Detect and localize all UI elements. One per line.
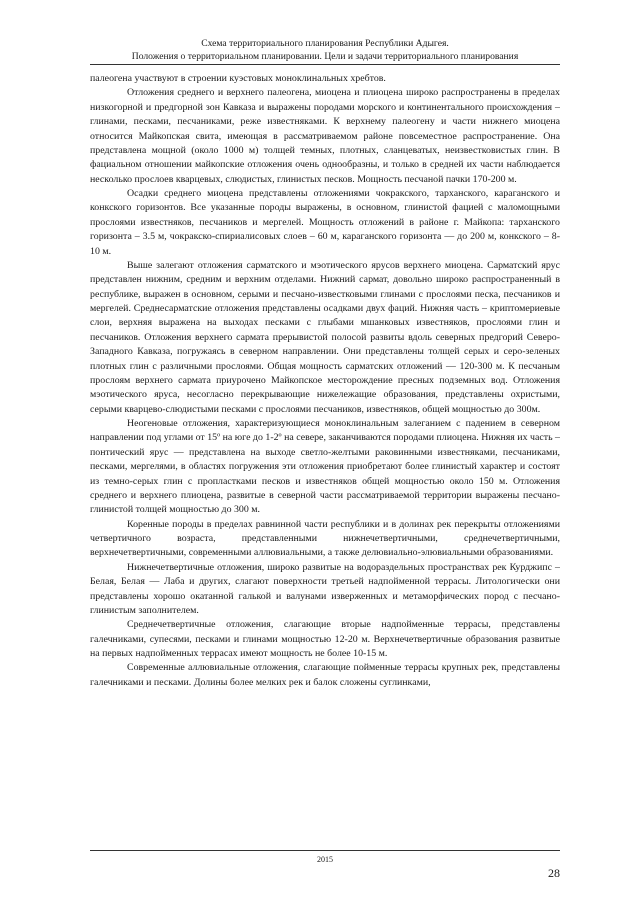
paragraph: Неогеновые отложения, характеризующиеся моноклинальным залеганием с падением в северном направлении под углами от 15º на юге до 1-2º на севере, заканчиваются породами плиоцена. Нижняя их часть – понтический ярус — представлена на выходе светло-желтыми раковинными известняками, песчаниками, песками, мергелями, в областях погружения эти отложения приобретают более глинистый характер и состоят из темно-серых глин с пропластками песков и известняков общей мощностью около 150 м. Отложения среднего и верхнего плиоцена, развитые в северной части рассматриваемой территории выражены песчано-глинистой толщей мощностью до 300 м. (90, 418, 560, 516)
paragraph: Среднечетвертичные отложения, слагающие вторые надпойменные террасы, представлены галечниками, супесями, песками и глинами мощностью 12-20 м. Верхнечетвертичные образования развитые на первых надпойменных террасах имеют мощность не более 10-15 м. (90, 619, 560, 659)
paragraph-continued: палеогена участвуют в строении куэстовых моноклинальных хребтов. (90, 73, 386, 84)
paragraph: Осадки среднего миоцена представлены отложениями чокракского, тарханского, караганского и конкского горизонтов. Все указанные породы выражены, в основном, глинистой фацией с маломощными прослоями известняков, песчаников и мергелей. Мощность отложений в районе г. Майкопа: тарханского горизонта – 3.5 м, чокракско-спириалисовых слоев – 60 м, караганского горизонта — до 200 м, конкского – 8-10 м. (90, 188, 560, 257)
document-body (90, 72, 560, 690)
header-title: Схема территориального планирования Республики Адыгея. (201, 38, 449, 49)
paragraph: Отложения среднего и верхнего палеогена, миоцена и плиоцена широко распространены в пределах низкогорной и предгорной зон Кавказа и выражены породами морского и континентального происхождения – глинами, песками, песчаниками, реже известняками. К верхнему палеогену и части нижнего миоцена относится Майкопская свита, имеющая в рассматриваемом районе повсеместное распространение. Она представлена мощной (около 1000 м) толщей темных, плотных, сланцеватых, неизвестковистых глин. В фациальном отношении майкопские отложения очень однообразны, и только в средней их части наблюдается несколько прослоев кварцевых, слюдистых, глинистых песков. Мощность песчаной пачки 170-200 м. (90, 87, 560, 185)
paragraph: Выше залегают отложения сарматского и мэотического ярусов верхнего миоцена. Сарматский ярус представлен нижним, средним и верхним отделами. Нижний сармат, довольно широко распространенный в республике, выражен в основном, серыми и песчано-известковыми глинами с прослоями песка, песчаников и мергелей. Среднесарматские отложения представлены осадками двух фаций. Нижняя часть – криптомериевые слои, верхняя выражена на выходах песками с глыбами мшанковых известняков, прослоями глин и песчаников. Отложения верхнего сармата прерывистой полосой развиты вдоль северных предгорий Северо-Западного Кавказа, погружаясь в северном направлении. Они представлены толщей серых и серо-зеленых плотных глин с различными прослоями. Общая мощность сарматских отложений — 120-300 м. К песчаным прослоям верхнего сармата приурочено Майкопское месторождение пресных подземных вод. Отложения мэотического яруса, несогласно перекрывающие нижележащие образования, представлены охристыми, серыми кварцево-слюдистыми песками с прослоями песчаников, известняков, общей мощностью до 300м. (90, 259, 560, 415)
paragraph: Нижнечетвертичные отложения, широко развитые на водораздельных пространствах рек Курджипс – Белая, Белая — Лаба и других, слагают поверхности третьей надпойменной террасы. Литологически они представлены хорошо окатанной галькой и валунами изверженных и метаморфических пород с песчано-глинистым заполнителем. (90, 561, 560, 616)
footer-year: 2015 (317, 855, 333, 864)
paragraph: Коренные породы в пределах равнинной части республики и в долинах рек перекрыты отложениями четвертичного возраста, представленными нижнечетвертичными, среднечетвертичными, верхнечетвертичными, современными аллювиальными, а также делювиально-элювиальными образованиями. (90, 518, 560, 559)
header-subtitle: Положения о территориальном планировании. Цели и задачи территориального планирования (131, 50, 519, 62)
footer-divider (90, 850, 560, 851)
page-header (90, 38, 560, 63)
paragraph: Современные аллювиальные отложения, слагающие пойменные террасы крупных рек, представлены галечниками и песками. Долины более мелких рек и балок сложены суглинками, (90, 662, 560, 688)
page-number: 28 (548, 866, 560, 880)
header-divider (90, 64, 560, 65)
